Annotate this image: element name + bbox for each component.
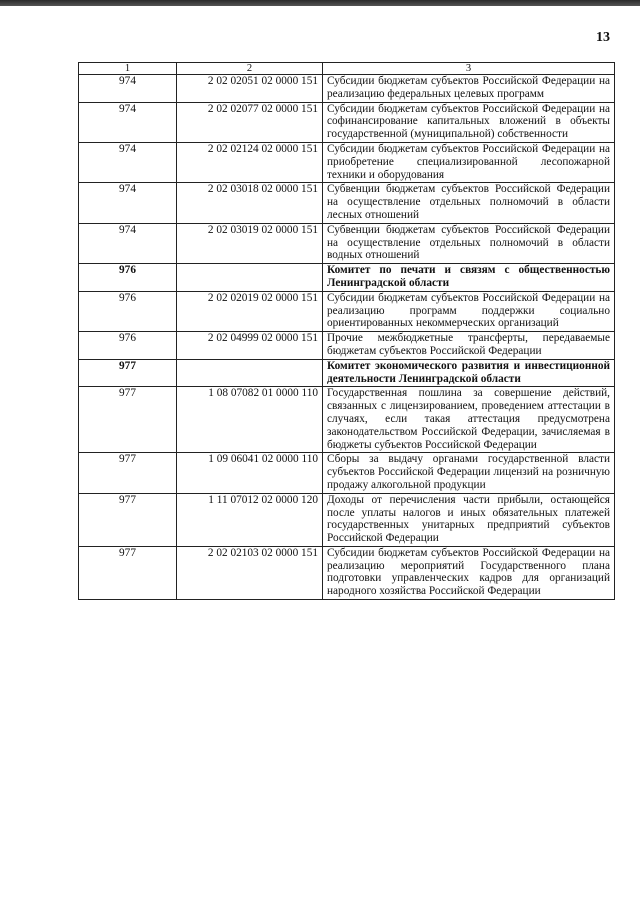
admin-code-cell: 977 [79,453,177,493]
description-cell: Государственная пошлина за совершение действий, связанных с лицензированием, проведением аттестации в случаях, если такая аттестация предусмотрена законодательством Российской Федерации, зачисляемая в бюджеты субъектов Российской Федерации [323,387,615,453]
admin-code-cell: 974 [79,102,177,142]
admin-code-cell: 976 [79,291,177,331]
revenue-code-cell: 2 02 04999 02 0000 151 [177,332,323,360]
table-row [79,387,615,453]
description-cell: Субвенции бюджетам субъектов Российской Федерации на осуществление отдельных полномочий в области водных отношений [323,223,615,263]
revenue-code-cell: 2 02 03019 02 0000 151 [177,223,323,263]
top-scan-border [0,0,640,6]
revenue-code-cell [177,264,323,292]
revenue-code-cell: 2 02 03018 02 0000 151 [177,183,323,223]
description-cell: Субсидии бюджетам субъектов Российской Федерации на софинансирование капитальных вложений в объекты государственной (муниципальной) собственности [323,102,615,142]
description-cell: Субсидии бюджетам субъектов Российской Федерации на реализацию федеральных целевых программ [323,75,615,103]
description-cell: Субвенции бюджетам субъектов Российской Федерации на осуществление отдельных полномочий в области лесных отношений [323,183,615,223]
description-cell: Прочие межбюджетные трансферты, передаваемые бюджетам субъектов Российской Федерации [323,332,615,360]
admin-code-cell: 974 [79,142,177,182]
revenue-code-cell: 1 11 07012 02 0000 120 [177,493,323,546]
table-row [79,183,615,223]
table-body [79,75,615,600]
page-number: 13 [596,30,610,45]
description-cell: Субсидии бюджетам субъектов Российской Федерации на реализацию программ поддержки социально ориентированных некоммерческих организаций [323,291,615,331]
revenue-code-cell: 1 09 06041 02 0000 110 [177,453,323,493]
revenue-code-cell: 1 08 07082 01 0000 110 [177,387,323,453]
table-row [79,493,615,546]
admin-code-cell: 976 [79,264,177,292]
revenue-code-cell: 2 02 02077 02 0000 151 [177,102,323,142]
column-header-1: 1 [79,63,177,75]
table-row [79,223,615,263]
description-cell: Субсидии бюджетам субъектов Российской Федерации на реализацию мероприятий Государственного плана подготовки управленческих кадров для организаций народного хозяйства Российской Федерации [323,546,615,599]
admin-code-cell: 976 [79,332,177,360]
table-row [79,142,615,182]
revenue-codes-table [78,62,615,600]
description-cell: Комитет по печати и связям с общественностью Ленинградской области [323,264,615,292]
revenue-code-cell: 2 02 02051 02 0000 151 [177,75,323,103]
description-cell: Субсидии бюджетам субъектов Российской Федерации на приобретение специализированной лесопожарной техники и оборудования [323,142,615,182]
admin-code-cell: 977 [79,493,177,546]
admin-code-cell: 977 [79,546,177,599]
description-cell: Комитет экономического развития и инвестиционной деятельности Ленинградской области [323,359,615,387]
table-row [79,359,615,387]
table-row [79,453,615,493]
admin-code-cell: 974 [79,75,177,103]
table-row [79,264,615,292]
admin-code-cell: 977 [79,359,177,387]
revenue-code-cell: 2 02 02124 02 0000 151 [177,142,323,182]
admin-code-cell: 974 [79,223,177,263]
description-cell: Сборы за выдачу органами государственной власти субъектов Российской Федерации лицензий на розничную продажу алкогольной продукции [323,453,615,493]
table-row [79,102,615,142]
table-row [79,291,615,331]
revenue-code-cell [177,359,323,387]
table-row [79,332,615,360]
revenue-code-cell: 2 02 02103 02 0000 151 [177,546,323,599]
column-header-2: 2 [177,63,323,75]
table-row [79,546,615,599]
table-header-row [79,63,615,75]
revenue-code-cell: 2 02 02019 02 0000 151 [177,291,323,331]
table-row [79,75,615,103]
admin-code-cell: 974 [79,183,177,223]
description-cell: Доходы от перечисления части прибыли, остающейся после уплаты налогов и иных обязательных платежей государственных унитарных предприятий субъектов Российской Федерации [323,493,615,546]
column-header-3: 3 [323,63,615,75]
admin-code-cell: 977 [79,387,177,453]
